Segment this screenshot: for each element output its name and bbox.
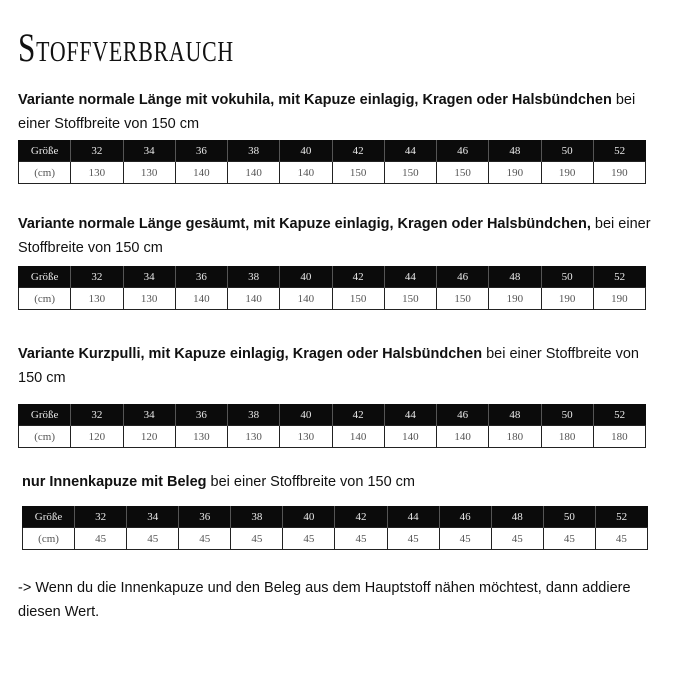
size-cell: 50 <box>543 506 595 528</box>
size-cell: 42 <box>335 506 387 528</box>
size-cell: 42 <box>332 266 384 288</box>
fabric-value-cell: 140 <box>437 426 489 448</box>
size-cell: 32 <box>75 506 127 528</box>
size-cell: 46 <box>439 506 491 528</box>
size-cell: 36 <box>175 404 227 426</box>
fabric-value-cell: 140 <box>175 162 227 184</box>
size-header-row <box>19 266 646 288</box>
fabric-value-cell: 180 <box>593 426 645 448</box>
size-cell: 32 <box>71 404 123 426</box>
section-heading-1 <box>18 88 658 136</box>
section-heading-2 <box>18 212 658 260</box>
size-cell: 42 <box>332 404 384 426</box>
section-heading-rest: bei einer Stoffbreite von 150 cm <box>18 92 636 132</box>
size-cell: 36 <box>179 506 231 528</box>
section-heading-bold: Variante normale Länge mit vokuhila, mit Kapuze einlagig, Kragen oder Halsbündchen <box>18 92 612 108</box>
row-label-size: Größe <box>23 506 75 528</box>
fabric-value-cell: 130 <box>123 288 175 310</box>
size-cell: 46 <box>437 266 489 288</box>
fabric-value-cell: 190 <box>593 288 645 310</box>
fabric-value-cell: 190 <box>593 162 645 184</box>
size-table-3 <box>18 404 646 448</box>
fabric-value-cell: 45 <box>543 528 595 550</box>
fabric-value-cell: 190 <box>489 162 541 184</box>
fabric-value-cell: 150 <box>384 162 436 184</box>
fabric-value-cell: 140 <box>228 288 280 310</box>
row-label-cm: (cm) <box>23 528 75 550</box>
size-cell: 38 <box>228 404 280 426</box>
size-cell: 44 <box>384 266 436 288</box>
size-cell: 48 <box>489 140 541 162</box>
page-title: Stoffverbrauch <box>18 25 234 70</box>
fabric-value-cell: 140 <box>280 162 332 184</box>
size-table-2 <box>18 266 646 310</box>
row-label-size: Größe <box>19 404 71 426</box>
size-table-1 <box>18 140 646 184</box>
fabric-value-cell: 45 <box>387 528 439 550</box>
size-cell: 50 <box>541 140 593 162</box>
size-cell: 32 <box>71 266 123 288</box>
fabric-value-cell: 130 <box>280 426 332 448</box>
size-cell: 48 <box>489 266 541 288</box>
fabric-value-cell: 45 <box>491 528 543 550</box>
fabric-value-cell: 45 <box>127 528 179 550</box>
size-header-row <box>19 404 646 426</box>
fabric-value-cell: 45 <box>595 528 647 550</box>
size-cell: 44 <box>384 404 436 426</box>
size-cell: 52 <box>593 140 645 162</box>
fabric-value-row <box>23 528 648 550</box>
fabric-value-cell: 190 <box>541 162 593 184</box>
row-label-size: Größe <box>19 266 71 288</box>
fabric-value-cell: 45 <box>231 528 283 550</box>
note-text: -> Wenn du die Innenkapuze und den Beleg aus dem Hauptstoff nähen möchtest, dann addiere diesen Wert. <box>18 580 631 620</box>
fabric-value-cell: 130 <box>228 426 280 448</box>
size-cell: 50 <box>541 404 593 426</box>
section-heading-rest: bei einer Stoffbreite von 150 cm <box>18 216 651 256</box>
size-cell: 46 <box>437 140 489 162</box>
fabric-value-cell: 150 <box>437 162 489 184</box>
fabric-value-cell: 130 <box>71 162 123 184</box>
section-heading-4 <box>22 470 662 494</box>
fabric-value-cell: 130 <box>71 288 123 310</box>
section-heading-3 <box>18 342 658 390</box>
fabric-value-cell: 120 <box>71 426 123 448</box>
size-header-row <box>19 140 646 162</box>
size-cell: 34 <box>127 506 179 528</box>
fabric-value-cell: 140 <box>384 426 436 448</box>
size-cell: 48 <box>491 506 543 528</box>
section-heading-bold: Variante normale Länge gesäumt, mit Kapuze einlagig, Kragen oder Halsbündchen, <box>18 216 591 232</box>
row-label-size: Größe <box>19 140 71 162</box>
fabric-value-cell: 150 <box>437 288 489 310</box>
fabric-value-cell: 150 <box>332 288 384 310</box>
size-table-4 <box>22 506 648 550</box>
fabric-value-cell: 140 <box>332 426 384 448</box>
size-cell: 52 <box>595 506 647 528</box>
fabric-value-cell: 45 <box>75 528 127 550</box>
row-label-cm: (cm) <box>19 426 71 448</box>
row-label-cm: (cm) <box>19 288 71 310</box>
size-cell: 40 <box>280 266 332 288</box>
fabric-value-cell: 45 <box>283 528 335 550</box>
fabric-value-cell: 150 <box>384 288 436 310</box>
fabric-value-cell: 180 <box>541 426 593 448</box>
section-heading-rest: bei einer Stoffbreite von 150 cm <box>18 346 639 386</box>
fabric-value-cell: 45 <box>439 528 491 550</box>
fabric-value-cell: 190 <box>489 288 541 310</box>
size-header-row <box>23 506 648 528</box>
row-label-cm: (cm) <box>19 162 71 184</box>
fabric-value-cell: 130 <box>175 426 227 448</box>
fabric-value-cell: 140 <box>175 288 227 310</box>
fabric-value-cell: 180 <box>489 426 541 448</box>
fabric-value-row <box>19 426 646 448</box>
fabric-value-cell: 140 <box>228 162 280 184</box>
section-heading-bold: Variante Kurzpulli, mit Kapuze einlagig, Kragen oder Halsbündchen <box>18 346 483 362</box>
size-cell: 34 <box>123 404 175 426</box>
size-cell: 36 <box>175 266 227 288</box>
size-cell: 40 <box>280 140 332 162</box>
fabric-value-cell: 130 <box>123 162 175 184</box>
size-cell: 52 <box>593 404 645 426</box>
size-cell: 40 <box>280 404 332 426</box>
size-cell: 40 <box>283 506 335 528</box>
fabric-value-cell: 150 <box>332 162 384 184</box>
size-cell: 38 <box>228 140 280 162</box>
size-cell: 46 <box>437 404 489 426</box>
size-cell: 38 <box>228 266 280 288</box>
size-cell: 32 <box>71 140 123 162</box>
fabric-value-row <box>19 162 646 184</box>
section-heading-bold: nur Innenkapuze mit Beleg <box>22 474 207 490</box>
fabric-value-cell: 120 <box>123 426 175 448</box>
fabric-value-row <box>19 288 646 310</box>
size-cell: 44 <box>387 506 439 528</box>
size-cell: 44 <box>384 140 436 162</box>
size-cell: 52 <box>593 266 645 288</box>
fabric-value-cell: 45 <box>179 528 231 550</box>
fabric-value-cell: 140 <box>280 288 332 310</box>
fabric-value-cell: 45 <box>335 528 387 550</box>
size-cell: 34 <box>123 266 175 288</box>
fabric-value-cell: 190 <box>541 288 593 310</box>
size-cell: 34 <box>123 140 175 162</box>
size-cell: 50 <box>541 266 593 288</box>
size-cell: 36 <box>175 140 227 162</box>
size-cell: 38 <box>231 506 283 528</box>
size-cell: 42 <box>332 140 384 162</box>
section-heading-rest: bei einer Stoffbreite von 150 cm <box>206 474 415 490</box>
size-cell: 48 <box>489 404 541 426</box>
